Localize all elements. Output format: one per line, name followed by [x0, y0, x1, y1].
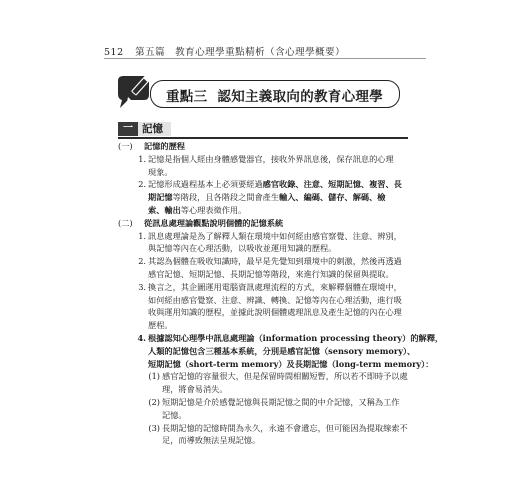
paragraph-line: 長期記憶的記憶時間為永久，永遠不會遺忘，但可能因為提取線索不	[162, 422, 408, 433]
running-header-text: 第五篇 教育心理學重點精析（含心理學概要）	[135, 47, 346, 58]
paragraph-line: 理，將會易消失。	[162, 384, 228, 395]
paragraph-line: 人類的記憶包含三種基本系統，分別是感官記憶（sensory memory）、	[148, 345, 416, 356]
subsection-mark: (二)	[118, 217, 133, 228]
emphasis: 感官收錄、注意、短期記憶、複習、長	[262, 179, 402, 190]
list-item	[118, 178, 414, 191]
paragraph-line	[147, 178, 402, 191]
paragraph-line: 其認為個體在吸收知識時，最早是先覺知到環境中的刺激，然後再透過	[148, 256, 402, 267]
paragraph-line: 根據認知心理學中訊息處理論（information processing theory）的解釋，	[148, 332, 444, 343]
paragraph-line: 歷程。	[148, 320, 173, 331]
item-mark: (3)	[148, 422, 160, 433]
sub-list-item	[118, 370, 414, 383]
subsection-title: 從訊息處理論觀點說明個體的記憶系統	[144, 217, 284, 228]
subsection-2-heading	[118, 217, 414, 230]
list-item	[118, 153, 414, 166]
paragraph-line	[118, 204, 414, 217]
emphasis: 索、輸出	[148, 204, 181, 215]
list-item	[118, 281, 414, 294]
item-mark: 1.	[138, 153, 146, 164]
sub-list-item	[118, 422, 414, 435]
item-mark: 2.	[138, 256, 146, 267]
paragraph-line: 記憶。	[162, 409, 187, 420]
list-item	[118, 332, 444, 345]
banner-title	[166, 85, 383, 105]
banner-title-text: 認知主義取向的教育心理學	[217, 89, 384, 105]
section-heading	[118, 122, 171, 136]
emphasis: 期記憶	[148, 192, 173, 203]
paragraph-line: 短期記憶（short-term memory）及長期記憶（long-term memory）：	[148, 358, 434, 369]
list-item	[118, 255, 414, 268]
item-mark: (1)	[148, 371, 160, 382]
paragraph-line: 收與運用知識的歷程，並據此說明個體處理訊息及產生記憶的內在心理	[148, 307, 402, 318]
paragraph-line: 訊息處理論是為了解釋人類在環境中如何經由感官察覺、注意、辨別，	[148, 230, 402, 241]
item-mark: (2)	[148, 396, 160, 407]
text-run: 記憶形成過程基本上必須要經過	[148, 179, 263, 190]
section-number: 一	[118, 122, 138, 136]
emphasis: 輸入、編碼、儲存、解碼、檢	[279, 192, 386, 203]
paragraph-line	[118, 191, 414, 204]
paragraph-line: 記憶是指個人經由身體感覺器官，接收外界訊息後，保存訊息的心理	[148, 153, 394, 164]
subsection-title: 記憶的歷程	[144, 141, 185, 151]
item-mark: 2.	[138, 179, 146, 190]
item-mark: 1.	[138, 230, 146, 241]
item-mark: 3.	[138, 281, 146, 292]
page-number: 512	[104, 47, 124, 58]
body-text	[118, 140, 444, 447]
sub-list-item	[118, 396, 414, 409]
item-mark: 4.	[137, 332, 146, 343]
paragraph-line: 感官記憶的容量很大，但是保留時間相關短暫，所以若不即時予以處	[162, 371, 408, 382]
text-run: 等心理表徵作用。	[180, 204, 247, 215]
running-header	[104, 44, 434, 58]
banner-label: 重點三	[166, 89, 208, 105]
paragraph-line: 如何經由感官覺察、注意、辨識、轉換、記憶等內在心理活動，進行吸	[148, 294, 402, 305]
subsection-mark: (一)	[118, 141, 133, 151]
paragraph-line: 現象。	[148, 166, 173, 177]
paragraph-line: 與記憶等內在心理活動，以吸收並運用知識的歷程。	[148, 243, 337, 254]
section-title: 記憶	[138, 122, 171, 136]
pencil-chat-bubble-icon	[114, 72, 160, 112]
section-rule	[118, 137, 408, 139]
header-rule	[104, 58, 426, 59]
paragraph-line: 短期記憶是介於感覺記憶與長期記憶之間的中介記憶，又稱為工作	[162, 396, 400, 407]
paragraph-line: 換言之，其企圖運用電腦資訊處理流程的方式，來解釋個體在環境中，	[148, 281, 402, 292]
text-run: 等階段，且各階段之間會產生	[172, 192, 280, 203]
paragraph-line: 感官記憶、短期記憶、長期記憶等階段，來進行知識的保留與提取。	[148, 268, 394, 279]
paragraph-line: 足，而導致無法呈現記憶。	[162, 435, 261, 446]
subsection-1-heading	[118, 140, 414, 153]
list-item	[118, 230, 414, 243]
